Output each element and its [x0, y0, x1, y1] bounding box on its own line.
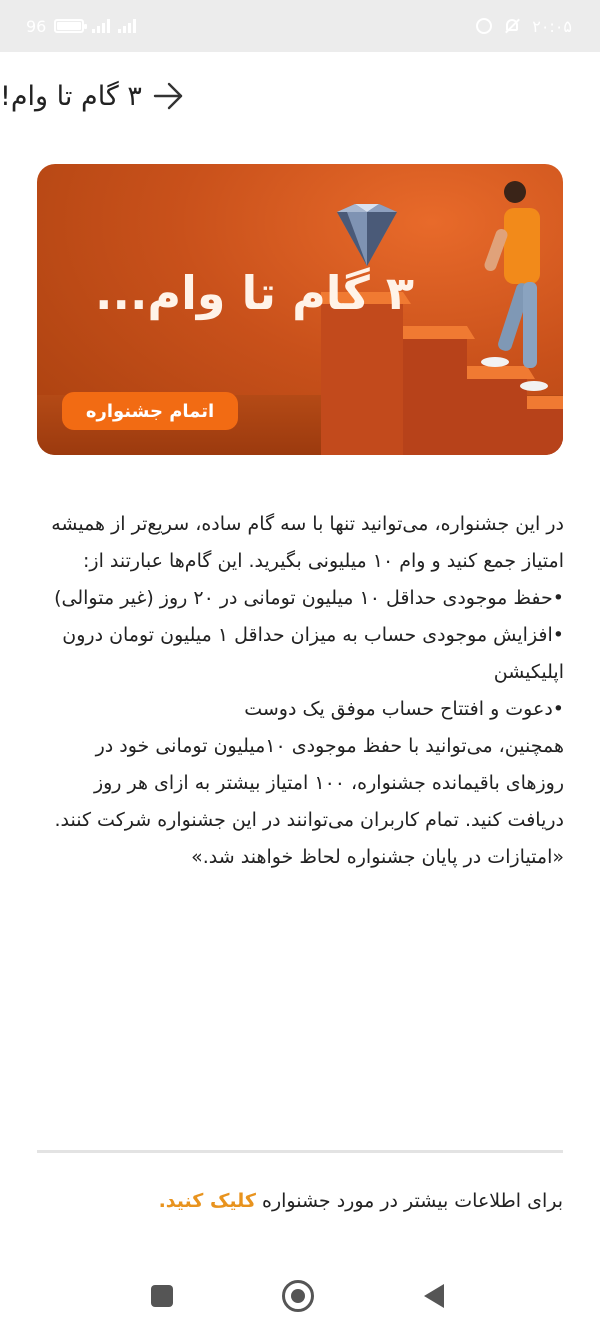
step-item: •دعوت و افتتاح حساب موفق یک دوست: [244, 698, 564, 720]
battery-icon: [54, 19, 84, 33]
status-left: [26, 17, 136, 36]
banner-title: ۳ گام تا وام...: [95, 266, 414, 320]
divider: [37, 1150, 563, 1153]
status-bar: [0, 0, 600, 52]
signal-icon: [92, 19, 110, 33]
alarm-icon: [476, 18, 492, 34]
page-title: ۳ گام تا وام!: [0, 80, 142, 112]
more-info-line: [37, 1190, 563, 1212]
description-paragraph: در این جشنواره، می‌توانید تنها با سه گام ساده، سریع‌تر از همیشه امتیاز جمع کنید و وام ۱۰ میلیونی بگیرید. این گام‌ها عبارتند از:: [51, 513, 564, 572]
signal-icon-2: [118, 19, 136, 33]
description-paragraph: همچنین، می‌توانید با حفظ موجودی ۱۰میلیون تومانی خود در روزهای باقیمانده جشنواره، ۱۰۰ امتیاز بیشتر به ازای هر روز دریافت کنید. تمام کاربران می‌توانند در این جشنواره شرکت کنند.: [54, 735, 564, 831]
battery-level: 96: [26, 16, 47, 36]
mute-icon: [504, 18, 520, 34]
more-info-link[interactable]: کلیک کنید.: [158, 1190, 256, 1212]
status-right: [476, 17, 572, 36]
step-item: •افزایش موجودی حساب به میزان حداقل ۱ میلیون تومان درون اپلیکیشن: [62, 624, 564, 683]
home-icon[interactable]: [282, 1280, 314, 1312]
more-info-text: برای اطلاعات بیشتر در مورد جشنواره: [262, 1190, 563, 1212]
diamond-icon: [337, 204, 397, 266]
step-item: •حفظ موجودی حداقل ۱۰ میلیون تومانی در ۲۰ روز (غیر متوالی): [54, 587, 564, 609]
end-festival-button[interactable]: اتمام جشنواره: [62, 392, 238, 430]
back-triangle-icon[interactable]: [424, 1284, 444, 1308]
back-arrow-icon[interactable]: [152, 80, 184, 112]
points-note: «امتیازات در پایان جشنواره لحاظ خواهند شد.»: [191, 846, 564, 868]
page-header: [0, 72, 600, 120]
status-time: ۲۰:۰۵: [532, 16, 572, 36]
festival-description: [45, 506, 564, 876]
person-illustration: [481, 181, 548, 391]
system-nav-bar: [0, 1262, 600, 1333]
recent-apps-icon[interactable]: [151, 1285, 173, 1307]
